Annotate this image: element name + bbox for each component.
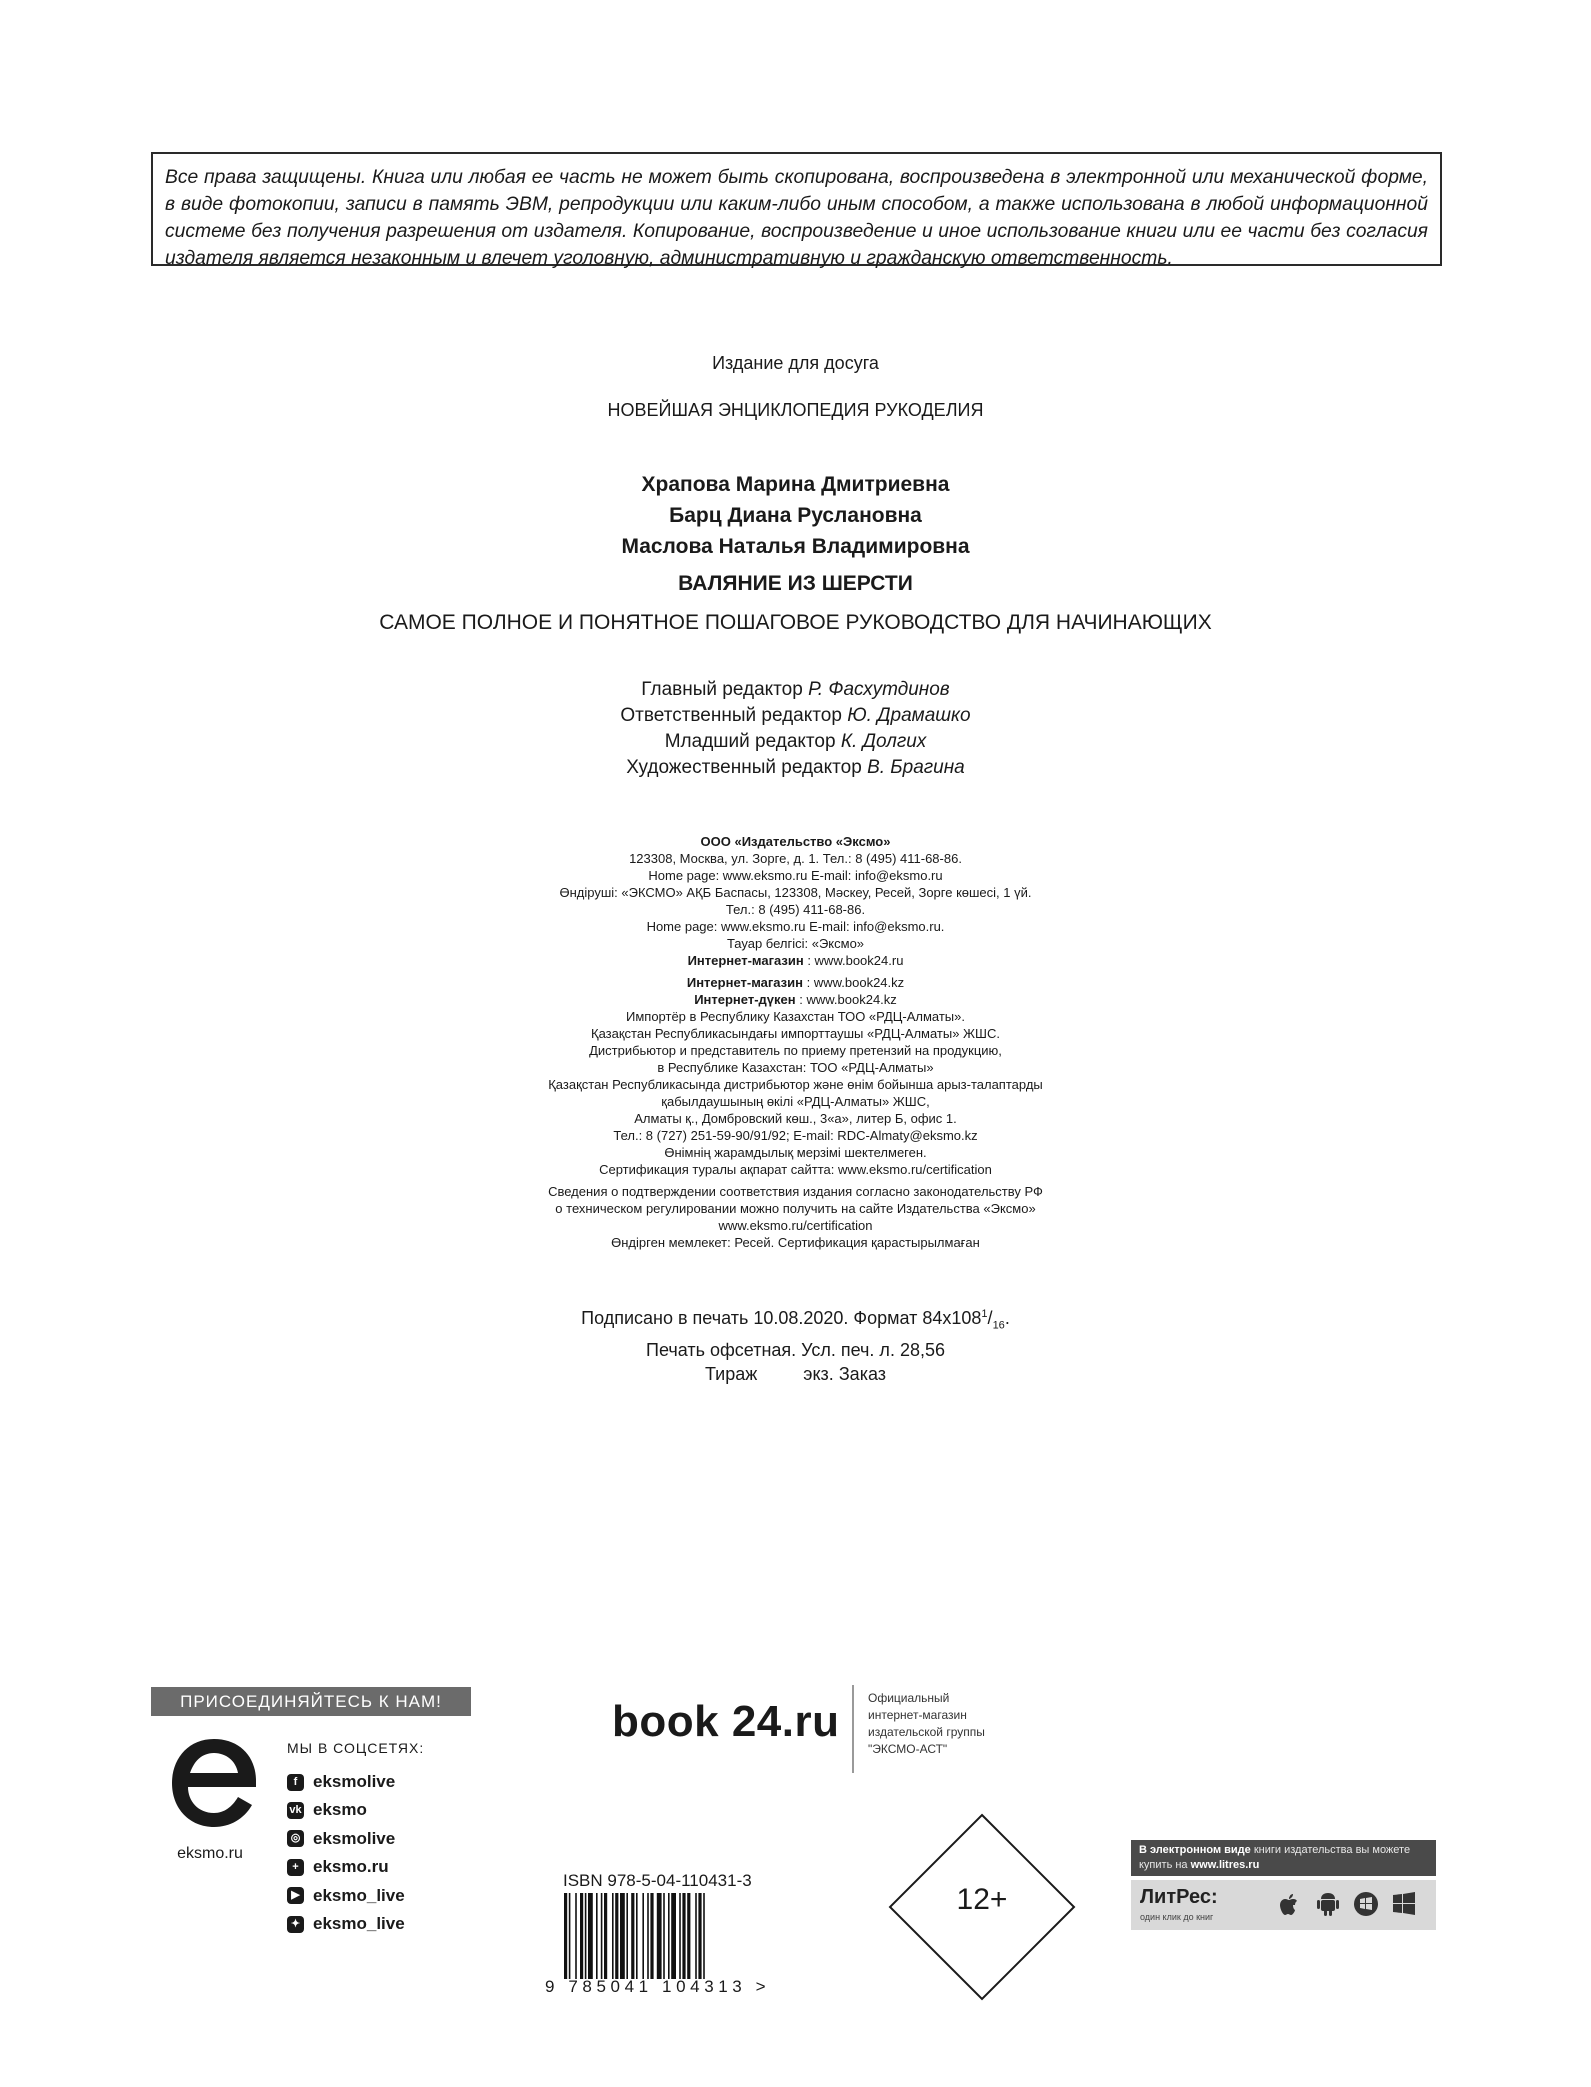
barcode-bar [569, 1893, 571, 1979]
social-item-facebook[interactable]: f eksmolive [287, 1768, 405, 1796]
kz-producer: Өндіруші: «ЭКСМО» АҚБ Баспасы, 123308, Мәскеу, Ресей, Зорге көшесі, 1 үй. [559, 885, 1032, 900]
social-item-vk[interactable]: vk eksmo [287, 1796, 405, 1824]
editor-line: Младший редактор К. Долгих [664, 731, 927, 752]
barcode-bar [682, 1893, 685, 1979]
barcode-bar [612, 1893, 614, 1979]
series-name: НОВЕЙШАЯ ЭНЦИКЛОПЕДИЯ РУКОДЕЛИЯ [607, 400, 984, 420]
barcode-bar [631, 1893, 634, 1979]
barcode-bar [585, 1893, 587, 1979]
age-rating: 12+ [956, 1883, 1008, 1916]
youtube-icon: ▶ [287, 1887, 304, 1904]
barcode-bar [601, 1893, 603, 1979]
barcode-bar [650, 1893, 653, 1979]
editor-line: Ответственный редактор Ю. Драмашко [620, 705, 971, 726]
instagram-icon: ◎ [287, 1830, 304, 1847]
eksmo-logo-icon [168, 1735, 260, 1831]
social-item-youtube[interactable]: ▶ eksmo_live [287, 1882, 405, 1910]
social-item-site[interactable]: + eksmo.ru [287, 1853, 405, 1881]
online-shop-kz-2: Интернет-дүкен : www.book24.kz [694, 992, 897, 1007]
cert-line: о техническом регулировании можно получить на сайте Издательства «Эксмо» [555, 1201, 1036, 1216]
publisher-contacts: Home page: www.eksmo.ru E-mail: info@eksmo.ru [648, 868, 943, 883]
divider [852, 1685, 854, 1773]
editor-line: Главный редактор Р. Фасхутдинов [641, 679, 950, 700]
isbn: ISBN 978-5-04-110431-3 [563, 1871, 752, 1890]
kz-line: Тел.: 8 (727) 251-59-90/91/92; E-mail: RDC-Almaty@eksmo.kz [613, 1128, 978, 1143]
barcode-bar [668, 1893, 670, 1979]
barcode-digits: 9 785041 104313 > [545, 1977, 771, 1996]
android-icon [1314, 1890, 1342, 1918]
book-title: ВАЛЯНИЕ ИЗ ШЕРСТИ [678, 572, 913, 595]
kz-line: Қазақстан Республикасында дистрибьютор және өнім бойынша арыз-талаптарды [548, 1077, 1043, 1092]
litres-banner: В электронном виде книги издательства вы можете купить на www.litres.ru [1131, 1840, 1436, 1876]
book24-logo[interactable]: book 24.ru [612, 1697, 840, 1746]
kz-line: Импортёр в Республику Казахстан ТОО «РДЦ-Алматы». [626, 1009, 965, 1024]
join-us-banner: ПРИСОЕДИНЯЙТЕСЬ К НАМ! [151, 1687, 471, 1716]
barcode-bar [564, 1893, 567, 1979]
barcode-bar [679, 1893, 681, 1979]
social-list [287, 1768, 405, 1938]
editors-list [0, 677, 1591, 781]
print-run: Тираж экз. Заказ [704, 1363, 887, 1384]
cert-line: Өндірген мемлекет: Ресей. Сертификация қарастырылмаған [611, 1235, 980, 1250]
barcode-bar [642, 1893, 644, 1979]
social-heading: МЫ В СОЦСЕТЯХ: [287, 1740, 425, 1756]
kz-line: в Республике Казахстан: ТОО «РДЦ-Алматы» [657, 1060, 934, 1075]
barcode-bar [588, 1893, 593, 1979]
barcode-bar [604, 1893, 607, 1979]
book-subtitle: САМОЕ ПОЛНОЕ И ПОНЯТНОЕ ПОШАГОВОЕ РУКОВОДСТВО ДЛЯ НАЧИНАЮЩИХ [379, 611, 1212, 634]
windows-phone-icon [1352, 1890, 1380, 1918]
barcode-bar [636, 1893, 638, 1979]
online-shop-ru: Интернет-магазин : www.book24.ru [687, 953, 904, 968]
kz-tel: Тел.: 8 (495) 411-68-86. [725, 902, 866, 917]
editor-line: Художественный редактор В. Брагина [626, 757, 965, 778]
kz-line: Дистрибьютор и представитель по приему претензий на продукцию, [589, 1043, 1002, 1058]
barcode-bar [671, 1893, 676, 1979]
kz-contacts: Home page: www.eksmo.ru E-mail: info@eksmo.ru. [646, 919, 945, 934]
cert-line: Сведения о подтверждении соответствия издания согласно законодательству РФ [548, 1184, 1043, 1199]
print-details [0, 1302, 1591, 1386]
eksmo-site-icon: + [287, 1859, 304, 1876]
litres-logo[interactable]: ЛитРес: [1140, 1886, 1218, 1908]
barcode-bar [663, 1893, 665, 1979]
barcode-bar [698, 1893, 701, 1979]
eksmo-site-link[interactable]: eksmo.ru [177, 1845, 243, 1862]
barcode-bar [596, 1893, 598, 1979]
litres-tagline: один клик до книг [1140, 1912, 1214, 1922]
kz-line: Алматы қ., Домбровский көш., 3«а», литер Б, офис 1. [634, 1111, 957, 1126]
kz-line: Қазақстан Республикасындағы импорттаушы «РДЦ-Алматы» ЖШС. [591, 1026, 1000, 1041]
windows-icon [1390, 1890, 1418, 1918]
barcode-bar [580, 1893, 583, 1979]
kz-line: Өнімнің жарамдылық мерзімі шектелмеген. [664, 1145, 927, 1160]
barcode-bar [687, 1893, 690, 1979]
kz-line: Сертификация туралы ақпарат сайтта: www.eksmo.ru/certification [599, 1162, 992, 1177]
author-name: Барц Диана Руслановна [669, 504, 922, 527]
publisher-name: ООО «Издательство «Эксмо» [700, 834, 891, 849]
barcode-bar [626, 1893, 628, 1979]
barcode-bar [703, 1893, 705, 1979]
trademark: Тауар белгісі: «Эксмо» [726, 936, 865, 951]
author-name: Храпова Марина Дмитриевна [641, 473, 950, 496]
authors [0, 469, 1591, 562]
facebook-icon: f [287, 1774, 304, 1791]
apple-icon [1276, 1890, 1304, 1918]
online-shop-kz: Интернет-магазин : www.book24.kz [686, 975, 905, 990]
book24-note: Официальный интернет-магазин издательской группы "ЭКСМО-АСТ" [868, 1691, 985, 1756]
twitter-icon: ✦ [287, 1916, 304, 1933]
print-format: Подписано в печать 10.08.2020. Формат $84x108^1/_{16}$. [581, 1308, 1010, 1332]
vk-icon: vk [287, 1802, 304, 1819]
cert-line: www.eksmo.ru/certification [718, 1218, 873, 1233]
barcode-bar [620, 1893, 625, 1979]
print-type: Печать офсетная. Усл. печ. л. 28,56 [646, 1339, 945, 1360]
social-item-instagram[interactable]: ◎ eksmolive [287, 1825, 405, 1853]
barcode-bar [575, 1893, 577, 1979]
barcode-bar [695, 1893, 697, 1979]
social-item-twitter[interactable]: ✦ eksmo_live [287, 1910, 405, 1938]
barcode-icon [562, 1893, 775, 1979]
kz-line: қабылдаушының өкілі «РДЦ-Алматы» ЖШС, [661, 1094, 930, 1109]
author-name: Маслова Наталья Владимировна [621, 535, 970, 558]
publisher-imprint [0, 833, 1591, 1251]
edition-type: Издание для досуга [712, 353, 879, 373]
publisher-address: 123308, Москва, ул. Зорге, д. 1. Тел.: 8 (495) 411-68-86. [629, 851, 962, 866]
barcode-bar [647, 1893, 649, 1979]
barcode-bar [615, 1893, 618, 1979]
copyright-notice: Все права защищены. Книга или любая ее часть не может быть скопирована, воспроизведена в электронной или механической форме, в виде фотокопии, записи в память ЭВМ, репродукции или каким-либо иным способом, а также использована в любой информационной системе без получения разрешения от издателя. Копирование, воспроизведение и иное использование книги или ее части без согласия издателя является незаконным и влечет уголовную, административную и гражданскую ответственность. [151, 152, 1442, 266]
barcode-bar [657, 1893, 662, 1979]
